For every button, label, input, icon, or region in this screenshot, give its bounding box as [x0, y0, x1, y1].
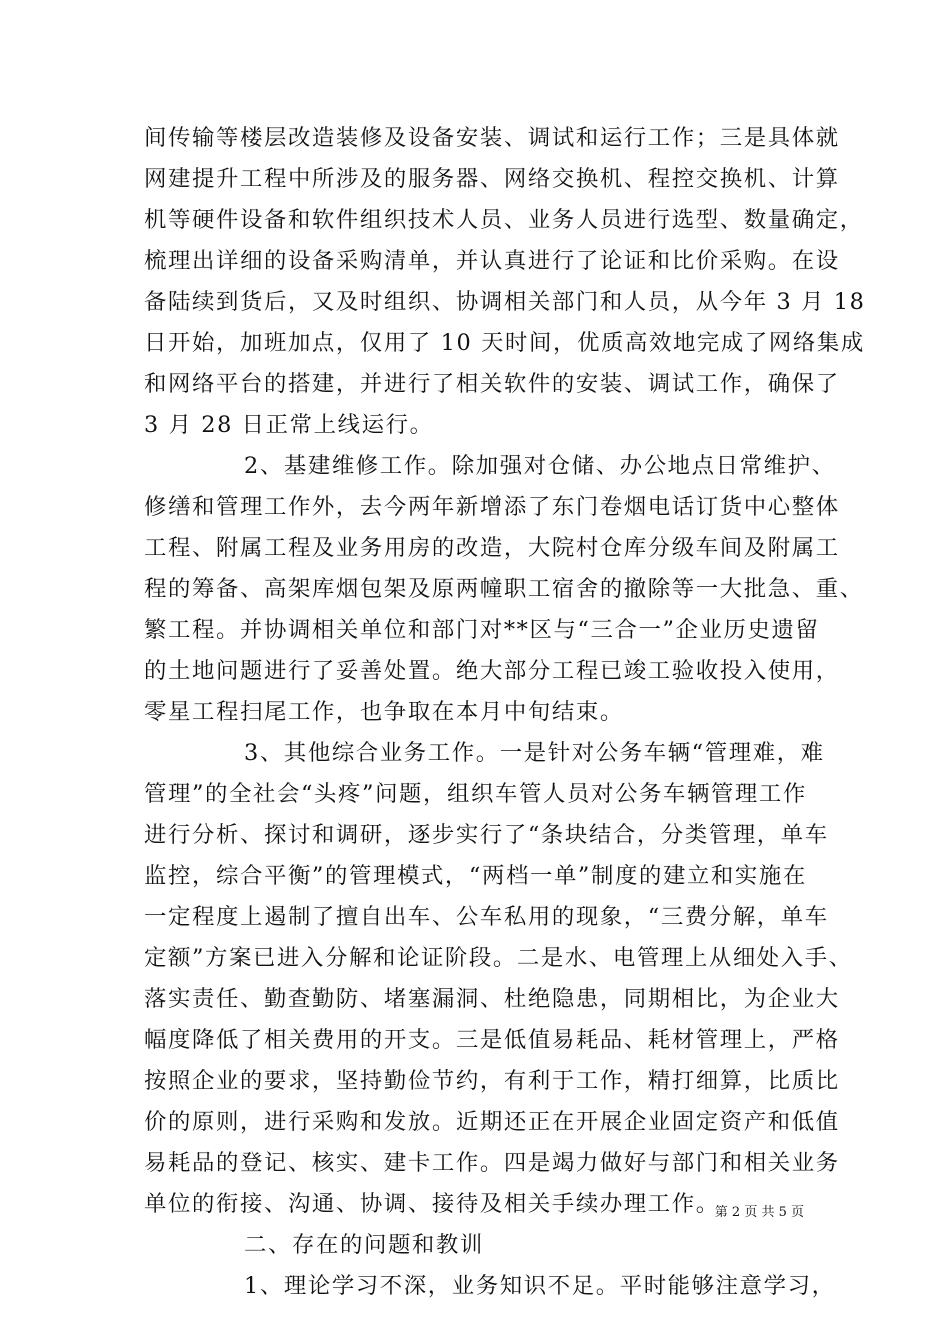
text-line: 间传输等楼层改造装修及设备安装、调试和运行工作；三是具体就 — [144, 125, 840, 151]
text-line: 和网络平台的搭建，并进行了相关软件的安装、调试工作，确保了 — [144, 371, 840, 397]
text-line: 价的原则，进行采购和发放。近期还正在开展企业固定资产和低值 — [144, 1109, 840, 1135]
text-line: 进行分析、探讨和调研，逐步实行了“条块结合，分类管理，单车 — [144, 822, 829, 848]
body-text — [144, 118, 866, 1307]
text-line: 梳理出详细的设备采购清单，并认真进行了论证和比价采购。在设 — [144, 248, 840, 274]
text-line: 幅度降低了相关费用的开支。三是低值易耗品、耗材管理上，严格 — [144, 1027, 840, 1053]
text-line: 程的筹备、高架库烟包架及原两幢职工宿舍的撤除等一大批急、重、 — [144, 576, 864, 602]
text-line: 一定程度上遏制了擅自出车、公车私用的现象，“三费分解，单车 — [144, 904, 829, 930]
section-heading: 二、存在的问题和教训 — [244, 1232, 484, 1258]
text-line: 易耗品的登记、核实、建卡工作。四是竭力做好与部门和相关业务 — [144, 1150, 840, 1176]
text-line: 定额”方案已进入分解和论证阶段。二是水、电管理上从细处入手、 — [144, 945, 853, 971]
text-line: 机等硬件设备和软件组织技术人员、业务人员进行选型、数量确定， — [144, 207, 864, 233]
text-line: 修缮和管理工作外，去今两年新增添了东门卷烟电话订货中心整体 — [144, 494, 840, 520]
paragraph-start-line: 1、理论学习不深，业务知识不足。平时能够注意学习， — [244, 1273, 836, 1299]
paragraph-start-line: 2、基建维修工作。除加强对仓储、办公地点日常维护、 — [244, 453, 836, 479]
text-line: 零星工程扫尾工作，也争取在本月中旬结束。 — [144, 699, 624, 725]
text-line: 3 月 28 日正常上线运行。 — [144, 412, 434, 438]
text-line: 繁工程。并协调相关单位和部门对**区与“三合一”企业历史遗留 — [144, 617, 820, 643]
text-line: 日开始，加班加点，仅用了 10 天时间，优质高效地完成了网络集成 — [144, 330, 865, 356]
text-line: 单位的衔接、沟通、协调、接待及相关手续办理工作。 — [144, 1191, 720, 1217]
text-line: 网建提升工程中所涉及的服务器、网络交换机、程控交换机、计算 — [144, 166, 840, 192]
text-line: 工程、附属工程及业务用房的改造，大院村仓库分级车间及附属工 — [144, 535, 840, 561]
paragraph-start-line: 3、其他综合业务工作。一是针对公务车辆“管理难，难 — [244, 740, 825, 766]
text-line: 监控，综合平衡”的管理模式，“两档一单”制度的建立和实施在 — [144, 863, 807, 889]
text-line: 管理”的全社会“头疼”问题，组织车管人员对公务车辆管理工作 — [144, 781, 807, 807]
text-line: 按照企业的要求，坚持勤俭节约，有利于工作，精打细算，比质比 — [144, 1068, 840, 1094]
text-line: 备陆续到货后，又及时组织、协调相关部门和人员，从今年 3 月 18 — [144, 289, 866, 315]
page-number-footer: 第 2 页 共 5 页 — [714, 1205, 804, 1220]
text-line: 落实责任、勤查勤防、堵塞漏洞、杜绝隐患，同期相比，为企业大 — [144, 986, 840, 1012]
text-line: 的土地问题进行了妥善处置。绝大部分工程已竣工验收投入使用， — [144, 658, 840, 684]
